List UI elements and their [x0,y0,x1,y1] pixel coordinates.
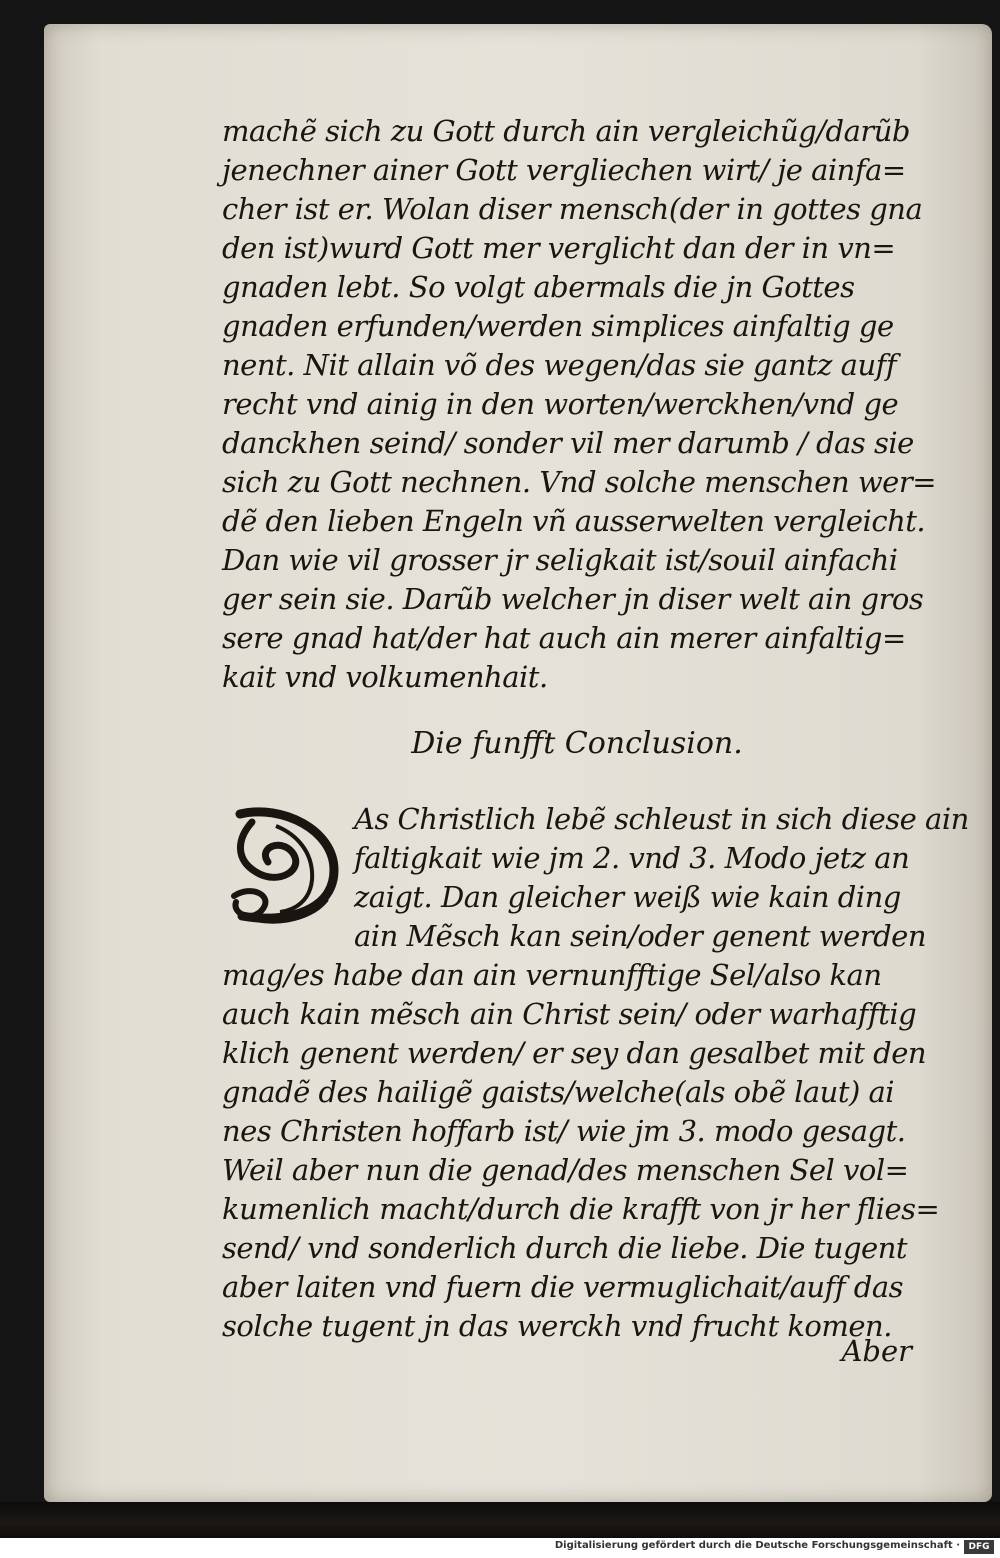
text-line: ger sein sie. Darũb welcher jn diser welt ain gros [222,582,924,616]
text-line: sich zu Gott nechnen. Vnd solche menschen wer= [222,465,936,499]
text-line: aber laiten vnd fuern die vermuglichait/auff das [222,1270,904,1304]
text-line: jenechner ainer Gott vergliechen wirt/ je ainfa= [222,153,906,187]
text-line: kumenlich macht/durch die krafft von jr her flies= [222,1192,940,1226]
footer-bar [0,1538,1000,1558]
text-line: dẽ den lieben Engeln vñ ausserwelten vergleicht. [222,504,926,538]
text-line: Weil aber nun die genad/des menschen Sel vol= [222,1153,909,1187]
funding-credit: Digitalisierung gefördert durch die Deutsche Forschungsgemeinschaft · [554,1540,960,1551]
catchword: Aber [841,1334,912,1368]
text-line: auch kain mẽsch ain Christ sein/ oder warhafftig [222,997,917,1031]
text-line: zaigt. Dan gleicher weiß wie kain ding [354,880,901,914]
text-line: gnaden lebt. So volgt abermals die jn Gottes [222,270,855,304]
text-line: gnaden erfunden/werden simplices ainfaltig ge [222,309,894,343]
text-line: machẽ sich zu Gott durch ain vergleichũg/darũb [222,114,910,148]
text-line: solche tugent jn das werckh vnd frucht komen. [222,1309,892,1343]
text-line: ain Mẽsch kan sein/oder genent werden [354,919,926,953]
section-heading: Die funfft Conclusion. [411,726,743,761]
text-line: As Christlich lebẽ schleust in sich diese ain [354,802,969,836]
text-line: kait vnd volkumenhait. [222,660,548,694]
scan-bottom-edge [0,1502,1000,1538]
text-line: nes Christen hoffarb ist/ wie jm 3. modo gesagt. [222,1114,906,1148]
text-line: nent. Nit allain võ des wegen/das sie gantz auff [222,348,897,382]
text-line: Dan wie vil grosser jr seligkait ist/souil ainfachi [222,543,898,577]
initial-letter: D [318,916,330,930]
dfg-logo[interactable]: DFG [964,1540,994,1554]
text-line: danckhen seind/ sonder vil mer darumb / das sie [222,426,914,460]
text-line: klich genent werden/ er sey dan gesalbet mit den [222,1036,927,1070]
text-line: recht vnd ainig in den worten/werckhen/vnd ge [222,387,899,421]
text-line: faltigkait wie jm 2. vnd 3. Modo jetz an [354,841,910,875]
text-line: den ist)wurd Gott mer verglicht dan der in vn= [222,231,896,265]
text-line: gnadẽ des hailigẽ gaists/welche(als obẽ laut) ai [222,1075,895,1109]
decorated-initial [222,800,350,930]
initial-d-ornament [222,800,350,930]
text-line: sere gnad hat/der hat auch ain merer ainfaltig= [222,621,906,655]
text-line: cher ist er. Wolan diser mensch(der in gottes gna [222,192,923,226]
text-line: send/ vnd sonderlich durch die liebe. Die tugent [222,1231,908,1265]
text-line: mag/es habe dan ain vernunfftige Sel/also kan [222,958,882,992]
